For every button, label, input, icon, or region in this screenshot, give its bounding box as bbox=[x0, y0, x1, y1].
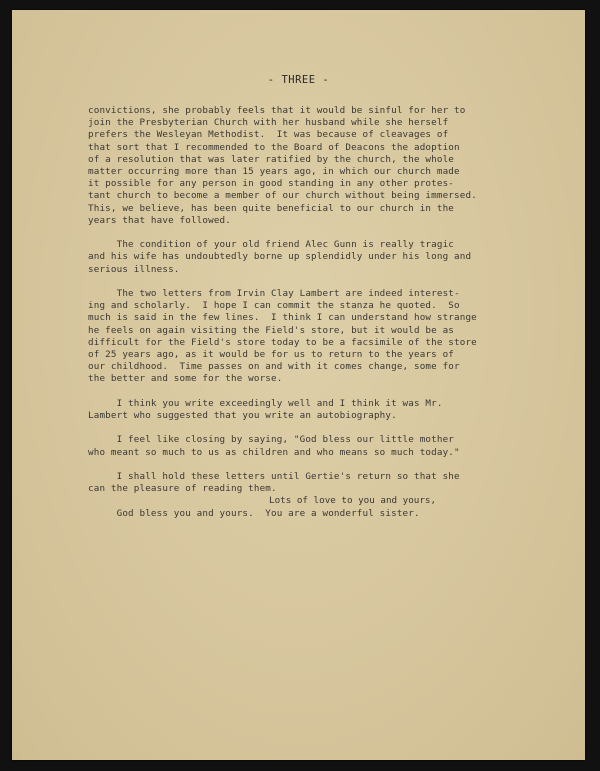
letter-page bbox=[12, 10, 585, 760]
letter-paragraph bbox=[88, 288, 528, 386]
text-line: of 25 years ago, as it would be for us to return to the years of bbox=[88, 349, 455, 361]
letter-paragraph bbox=[88, 105, 528, 227]
letter-paragraph bbox=[88, 434, 528, 458]
page-number-header: - THREE - bbox=[267, 74, 330, 86]
text-line: years that have followed. bbox=[88, 214, 231, 226]
text-line: difficult for the Field's store today to be a facsimile of the store bbox=[88, 336, 477, 348]
text-line: it possible for any person in good standing in any other protes- bbox=[88, 178, 455, 190]
letter-paragraph bbox=[88, 471, 528, 495]
text-line: serious illness. bbox=[88, 263, 180, 275]
letter-paragraph bbox=[88, 239, 528, 276]
letter-paragraph bbox=[88, 508, 528, 520]
text-line: tant church to become a member of our church without being immersed. bbox=[88, 190, 477, 202]
text-line: God bless you and yours. You are a wonderful sister. bbox=[88, 507, 420, 519]
text-line: Lambert who suggested that you write an autobiography. bbox=[88, 410, 397, 422]
text-line: join the Presbyterian Church with her husband while she herself bbox=[88, 117, 449, 129]
text-line: who meant so much to us as children and who means so much today." bbox=[88, 446, 460, 458]
text-line: The condition of your old friend Alec Gunn is really tragic bbox=[88, 239, 455, 251]
text-line: can the pleasure of reading them. bbox=[88, 483, 277, 495]
text-line: our childhood. Time passes on and with it comes change, some for bbox=[88, 361, 460, 373]
text-line: the better and some for the worse. bbox=[88, 373, 283, 385]
text-line: he feels on again visiting the Field's store, but it would be as bbox=[88, 324, 455, 336]
text-line: that sort that I recommended to the Board of Deacons the adoption bbox=[88, 141, 460, 153]
text-line: This, we believe, has been quite beneficial to our church in the bbox=[88, 202, 455, 214]
text-line: convictions, she probably feels that it would be sinful for her to bbox=[88, 105, 466, 116]
text-line: I feel like closing by saying, "God bless our little mother bbox=[88, 434, 455, 446]
text-line: I shall hold these letters until Gertie's return so that she bbox=[88, 471, 460, 483]
text-line: The two letters from Irvin Clay Lambert are indeed interest- bbox=[88, 288, 460, 300]
closing-salutation: Lots of love to you and yours, bbox=[269, 495, 437, 506]
letter-paragraph bbox=[88, 398, 528, 422]
text-line: of a resolution that was later ratified by the church, the whole bbox=[88, 153, 455, 165]
text-line: prefers the Wesleyan Methodist. It was because of cleavages of bbox=[88, 129, 449, 141]
text-line: much is said in the few lines. I think I can understand how strange bbox=[88, 312, 477, 324]
text-line: ing and scholarly. I hope I can commit the stanza he quoted. So bbox=[88, 300, 460, 312]
text-line: I think you write exceedingly well and I think it was Mr. bbox=[88, 397, 443, 409]
letter-body bbox=[88, 105, 528, 532]
text-line: matter occurring more than 15 years ago, in which our church made bbox=[88, 166, 460, 178]
text-line: and his wife has undoubtedly borne up splendidly under his long and bbox=[88, 251, 472, 263]
